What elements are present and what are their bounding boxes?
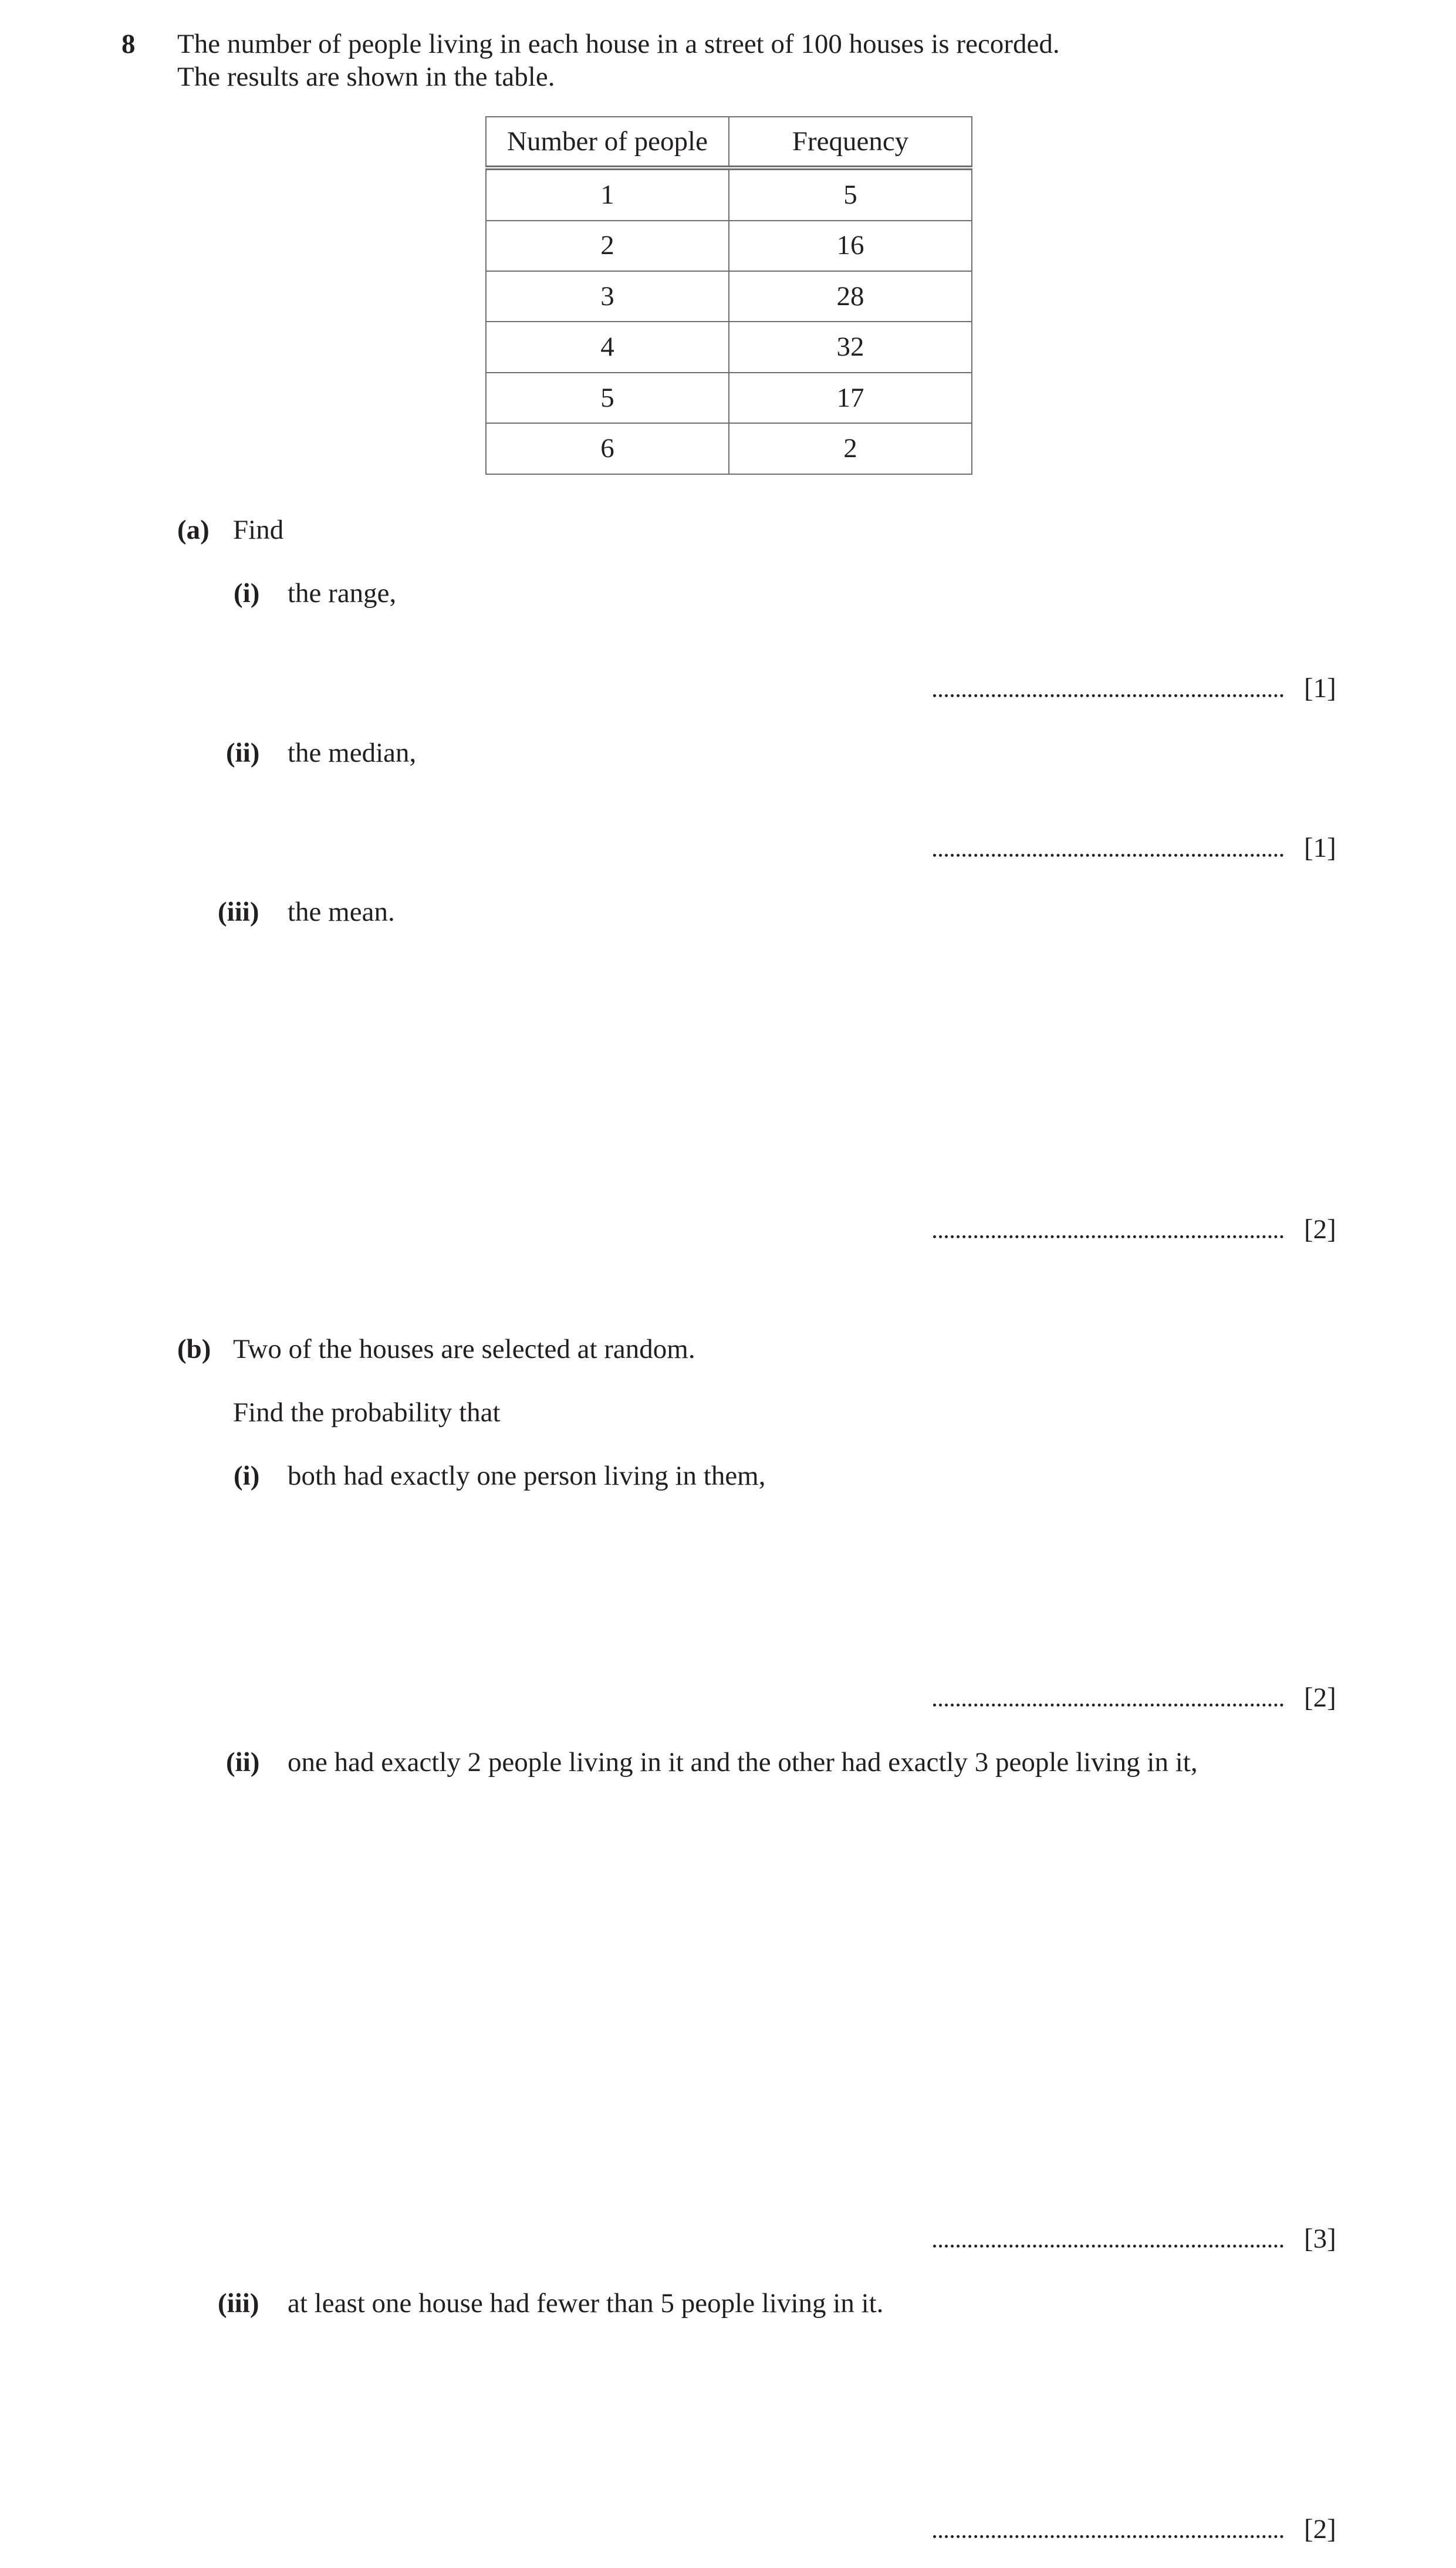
answer-line-b-iii[interactable] xyxy=(933,2535,1283,2538)
answer-line-b-ii[interactable] xyxy=(933,2245,1283,2248)
marks-b-ii: [3] xyxy=(1304,2224,1336,2254)
part-b-i-text: both had exactly one person living in them, xyxy=(288,1461,766,1491)
table-row xyxy=(486,373,972,423)
table-cell-people: 2 xyxy=(486,221,729,271)
part-a-ii-text: the median, xyxy=(288,738,417,768)
table-cell-people: 3 xyxy=(486,271,729,322)
frequency-table xyxy=(485,116,972,475)
table-cell-frequency: 2 xyxy=(729,423,972,474)
answer-line-a-i[interactable] xyxy=(933,694,1283,697)
table-row xyxy=(486,423,972,474)
part-a-iii-text: the mean. xyxy=(288,897,395,927)
table-cell-frequency: 16 xyxy=(729,221,972,271)
marks-b-i: [2] xyxy=(1304,1682,1336,1713)
column-header-number-of-people: Number of people xyxy=(486,117,729,168)
table-cell-people: 1 xyxy=(486,168,729,221)
table-cell-frequency: 32 xyxy=(729,322,972,372)
question-intro-line1: The number of people living in each house in a street of 100 houses is recorded. xyxy=(177,29,1060,59)
answer-line-b-i[interactable] xyxy=(933,1704,1283,1707)
part-b-iii-label: (iii) xyxy=(218,2288,259,2319)
marks-a-ii: [1] xyxy=(1304,833,1336,863)
answer-line-a-iii[interactable] xyxy=(933,1235,1283,1238)
table-header-row xyxy=(486,117,972,168)
part-b-iii-text: at least one house had fewer than 5 people living in it. xyxy=(288,2288,884,2319)
part-b-ii-label: (ii) xyxy=(226,1747,260,1778)
table-row xyxy=(486,221,972,271)
part-a-iii-label: (iii) xyxy=(218,897,259,927)
marks-a-iii: [2] xyxy=(1304,1214,1336,1245)
table-row xyxy=(486,322,972,372)
table-cell-frequency: 5 xyxy=(729,168,972,221)
column-header-frequency: Frequency xyxy=(729,117,972,168)
part-a-ii-label: (ii) xyxy=(226,738,260,768)
part-a-label: (a) xyxy=(177,515,210,545)
part-b-ii-text: one had exactly 2 people living in it and the other had exactly 3 people living in it, xyxy=(288,1747,1198,1778)
part-b-label: (b) xyxy=(177,1334,211,1364)
answer-line-a-ii[interactable] xyxy=(933,854,1283,857)
table-row xyxy=(486,168,972,221)
question-intro-line2: The results are shown in the table. xyxy=(177,62,555,92)
table-row xyxy=(486,271,972,322)
table-cell-people: 5 xyxy=(486,373,729,423)
part-a-i-label: (i) xyxy=(234,578,260,609)
marks-a-i: [1] xyxy=(1304,673,1336,704)
table-cell-people: 6 xyxy=(486,423,729,474)
table-cell-frequency: 28 xyxy=(729,271,972,322)
part-a-stem: Find xyxy=(233,515,284,545)
part-a-i-text: the range, xyxy=(288,578,397,609)
table-cell-people: 4 xyxy=(486,322,729,372)
part-b-instruction: Find the probability that xyxy=(233,1397,501,1428)
part-b-i-label: (i) xyxy=(234,1461,260,1491)
marks-b-iii: [2] xyxy=(1304,2514,1336,2545)
table-cell-frequency: 17 xyxy=(729,373,972,423)
question-number: 8 xyxy=(121,29,136,59)
part-b-stem: Two of the houses are selected at random. xyxy=(233,1334,695,1364)
